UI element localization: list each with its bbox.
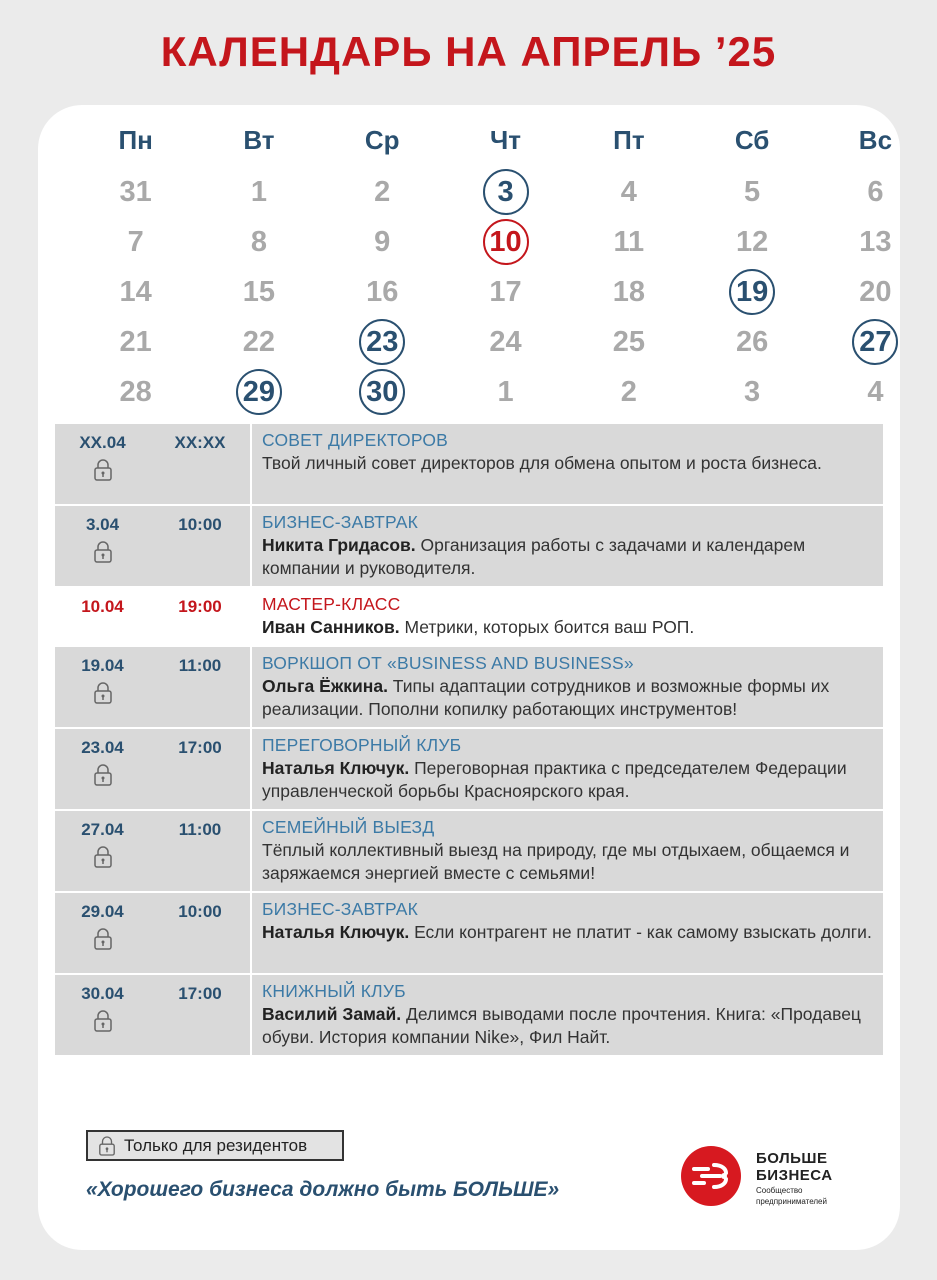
event-date [55, 588, 150, 645]
event-date-text: 23.04 [81, 738, 124, 757]
day-number: 24 [489, 326, 522, 358]
day-number: 4 [867, 376, 884, 408]
event-date [55, 893, 150, 973]
day-number: 22 [242, 326, 276, 358]
calendar-day-cell [690, 369, 813, 415]
calendar-day-cell [567, 369, 690, 415]
calendar-week-row [74, 367, 884, 417]
day-number: 11 [613, 226, 645, 258]
event-time: 11:00 [178, 820, 222, 839]
calendar-day-cell [197, 269, 320, 315]
day-number: 15 [242, 276, 276, 308]
weekday-label: Пт [613, 124, 645, 155]
event-type: МАСТЕР-КЛАСС [262, 594, 401, 614]
event-body [250, 811, 883, 891]
day-number: 12 [735, 226, 769, 258]
event-description [262, 534, 873, 580]
calendar-day-cell [690, 169, 813, 215]
calendar-day-cell [321, 369, 444, 415]
calendar-week-row [74, 317, 892, 367]
calendar-day-cell [321, 269, 444, 315]
event-row[interactable] [55, 729, 883, 811]
event-row[interactable] [55, 588, 883, 647]
event-day-number[interactable]: 23 [359, 319, 405, 365]
calendar-day-cell [444, 319, 567, 365]
weekday-label: Сб [734, 124, 770, 155]
day-number: 26 [735, 326, 769, 358]
day-number: 8 [250, 226, 267, 258]
calendar-day-cell [444, 169, 567, 215]
brand-name [756, 1150, 833, 1206]
day-number: 4 [620, 176, 637, 208]
day-number: 21 [119, 326, 152, 358]
calendar-day-cell [690, 219, 813, 265]
event-date-text: XX.04 [79, 433, 126, 452]
calendar-day-cell [814, 369, 937, 415]
event-date [55, 729, 150, 809]
brand-sub-1: Сообщество [756, 1186, 803, 1195]
weekday-label: Вт [243, 124, 275, 155]
calendar-day-cell [444, 269, 567, 315]
event-day-number[interactable]: 27 [852, 319, 898, 365]
event-date [55, 647, 150, 727]
calendar-day-cell [74, 169, 197, 215]
event-date [55, 424, 150, 504]
calendar-day-cell [197, 369, 320, 415]
calendar-day-cell [814, 319, 937, 365]
event-speaker: Ольга Ёжкина. [262, 676, 388, 696]
weekday-label: Ср [364, 124, 400, 155]
event-speaker: Иван Санников. [262, 617, 400, 637]
event-day-number[interactable]: 3 [483, 169, 529, 215]
calendar-day-cell [690, 269, 813, 315]
lock-icon [93, 846, 113, 868]
event-type: СОВЕТ ДИРЕКТОРОВ [262, 430, 449, 450]
day-number: 28 [119, 376, 152, 408]
event-body [250, 893, 883, 973]
event-day-number[interactable]: 30 [359, 369, 405, 415]
event-description [262, 452, 873, 475]
day-number: 17 [489, 276, 522, 308]
residents-only-label: Только для резидентов [124, 1135, 308, 1155]
event-text: Переговорная практика с председателем Федерации управленческой борьбы Красноярского края. [262, 758, 847, 801]
event-date [55, 811, 150, 891]
day-number: 1 [497, 376, 514, 408]
event-time: 19:00 [178, 597, 222, 616]
day-number: 9 [374, 226, 391, 258]
day-number: 6 [867, 176, 884, 208]
lock-icon [93, 928, 113, 950]
event-date-text: 3.04 [85, 515, 120, 534]
calendar-day-cell [321, 319, 444, 365]
calendar-day-cell [197, 169, 320, 215]
event-date-text: 19.04 [81, 656, 124, 675]
calendar-day-cell [567, 319, 690, 365]
calendar-day-cell [690, 319, 813, 365]
calendar-day-cell [74, 369, 197, 415]
event-type: ВОРКШОП ОТ «BUSINESS AND BUSINESS» [262, 653, 634, 673]
calendar-week-row [74, 167, 884, 217]
lock-icon [93, 682, 113, 704]
event-day-number[interactable]: 29 [236, 369, 282, 415]
event-body [250, 588, 883, 645]
day-number: 14 [119, 276, 152, 308]
brand-line-2: БИЗНЕСА [756, 1167, 833, 1184]
event-body [250, 424, 883, 504]
day-number: 5 [744, 176, 761, 208]
event-speaker: Василий Замай. [262, 1004, 402, 1024]
calendar-day-cell [74, 219, 197, 265]
event-time: 17:00 [178, 738, 222, 757]
event-date [55, 975, 150, 1055]
event-speaker: Никита Гридасов. [262, 535, 416, 555]
event-speaker: Наталья Ключук. [262, 922, 410, 942]
event-description [262, 757, 873, 803]
event-type: БИЗНЕС-ЗАВТРАК [262, 899, 419, 919]
event-type: БИЗНЕС-ЗАВТРАК [262, 512, 419, 532]
event-time: 11:00 [178, 656, 222, 675]
calendar-day-cell [74, 269, 197, 315]
day-number: 7 [127, 226, 144, 258]
event-body [250, 647, 883, 727]
event-text: Делимся выводами после прочтения. Книга: «Продавец обуви. История компании Nike», Фил Найт. [262, 1004, 861, 1047]
event-row[interactable] [55, 424, 883, 506]
lock-icon [93, 541, 113, 563]
event-text: Типы адаптации сотрудников и возможные формы их реализации. Пополни копилку работающих инструментов! [262, 676, 830, 719]
calendar-week-row [74, 217, 892, 267]
day-number: 13 [859, 226, 892, 258]
day-number: 1 [250, 176, 267, 208]
event-time: XX:XX [174, 433, 226, 452]
event-description [262, 839, 873, 885]
event-body [250, 975, 883, 1055]
event-text: Твой личный совет директоров для обмена опытом и роста бизнеса. [262, 453, 822, 473]
day-number: 31 [119, 176, 152, 208]
calendar-day-cell [567, 219, 690, 265]
calendar-day-cell [197, 219, 320, 265]
event-time: 17:00 [178, 984, 222, 1003]
weekday-label: Вс [858, 124, 893, 155]
day-number: 2 [374, 176, 391, 208]
event-date-text: 27.04 [81, 820, 124, 839]
event-date-text: 30.04 [81, 984, 124, 1003]
event-text: Если контрагент не платит - как самому взыскать долги. [409, 922, 872, 942]
calendar-day-cell [321, 219, 444, 265]
events-list [55, 424, 883, 1057]
brand-logo-icon [680, 1145, 742, 1207]
day-number: 25 [612, 326, 645, 358]
event-description [262, 616, 873, 639]
weekday-label: Чт [490, 124, 522, 155]
event-body [250, 729, 883, 809]
event-row[interactable] [55, 811, 883, 893]
calendar-day-cell [567, 269, 690, 315]
calendar-day-cell [567, 169, 690, 215]
calendar-day-cell [814, 219, 937, 265]
lock-icon [98, 1136, 116, 1156]
event-row[interactable] [55, 506, 883, 588]
event-description [262, 921, 873, 944]
calendar-day-cell [444, 219, 567, 265]
event-time: 10:00 [178, 515, 222, 534]
calendar-card [38, 105, 900, 1250]
weekday-label: Пн [118, 124, 153, 155]
event-date-text: 29.04 [81, 902, 124, 921]
event-description [262, 1003, 873, 1049]
event-day-number[interactable]: 19 [729, 269, 775, 315]
event-text: Метрики, которых боится ваш РОП. [399, 617, 695, 637]
month-calendar [74, 105, 893, 417]
day-number: 2 [620, 376, 637, 408]
event-row[interactable] [55, 893, 883, 975]
calendar-day-cell [814, 169, 937, 215]
event-row[interactable] [55, 647, 883, 729]
residents-only-badge [86, 1130, 344, 1161]
calendar-day-cell [814, 269, 937, 315]
brand-sub-2: предпринимателей [756, 1197, 827, 1206]
event-type: СЕМЕЙНЫЙ ВЫЕЗД [262, 817, 435, 837]
event-row[interactable] [55, 975, 883, 1057]
calendar-header-row [74, 105, 893, 167]
calendar-day-cell [197, 319, 320, 365]
calendar-week-row [74, 267, 892, 317]
page-title: КАЛЕНДАРЬ НА АПРЕЛЬ ’25 [160, 28, 777, 75]
event-description [262, 675, 873, 721]
event-type: ПЕРЕГОВОРНЫЙ КЛУБ [262, 735, 462, 755]
calendar-day-cell [74, 319, 197, 365]
event-time: 10:00 [178, 902, 222, 921]
event-text: Тёплый коллективный выезд на природу, где мы отдыхаем, общаемся и заряжаемся энергией вместе с семьями! [262, 840, 850, 883]
lock-icon [93, 1010, 113, 1032]
event-speaker: Наталья Ключук. [262, 758, 410, 778]
day-number: 16 [366, 276, 399, 308]
event-date-text: 10.04 [81, 597, 124, 616]
lock-icon [93, 764, 113, 786]
event-type: КНИЖНЫЙ КЛУБ [262, 981, 406, 1001]
calendar-day-cell [444, 369, 567, 415]
day-number: 3 [744, 376, 761, 408]
event-date [55, 506, 150, 586]
event-body [250, 506, 883, 586]
event-day-number[interactable]: 10 [483, 219, 529, 265]
slogan: «Хорошего бизнеса должно быть БОЛЬШЕ» [86, 1178, 560, 1201]
brand-line-1: БОЛЬШЕ [756, 1150, 828, 1167]
lock-icon [93, 459, 113, 481]
day-number: 18 [612, 276, 645, 308]
calendar-day-cell [321, 169, 444, 215]
day-number: 20 [859, 276, 892, 308]
event-text: Организация работы с задачами и календарем компании и руководителя. [262, 535, 806, 578]
